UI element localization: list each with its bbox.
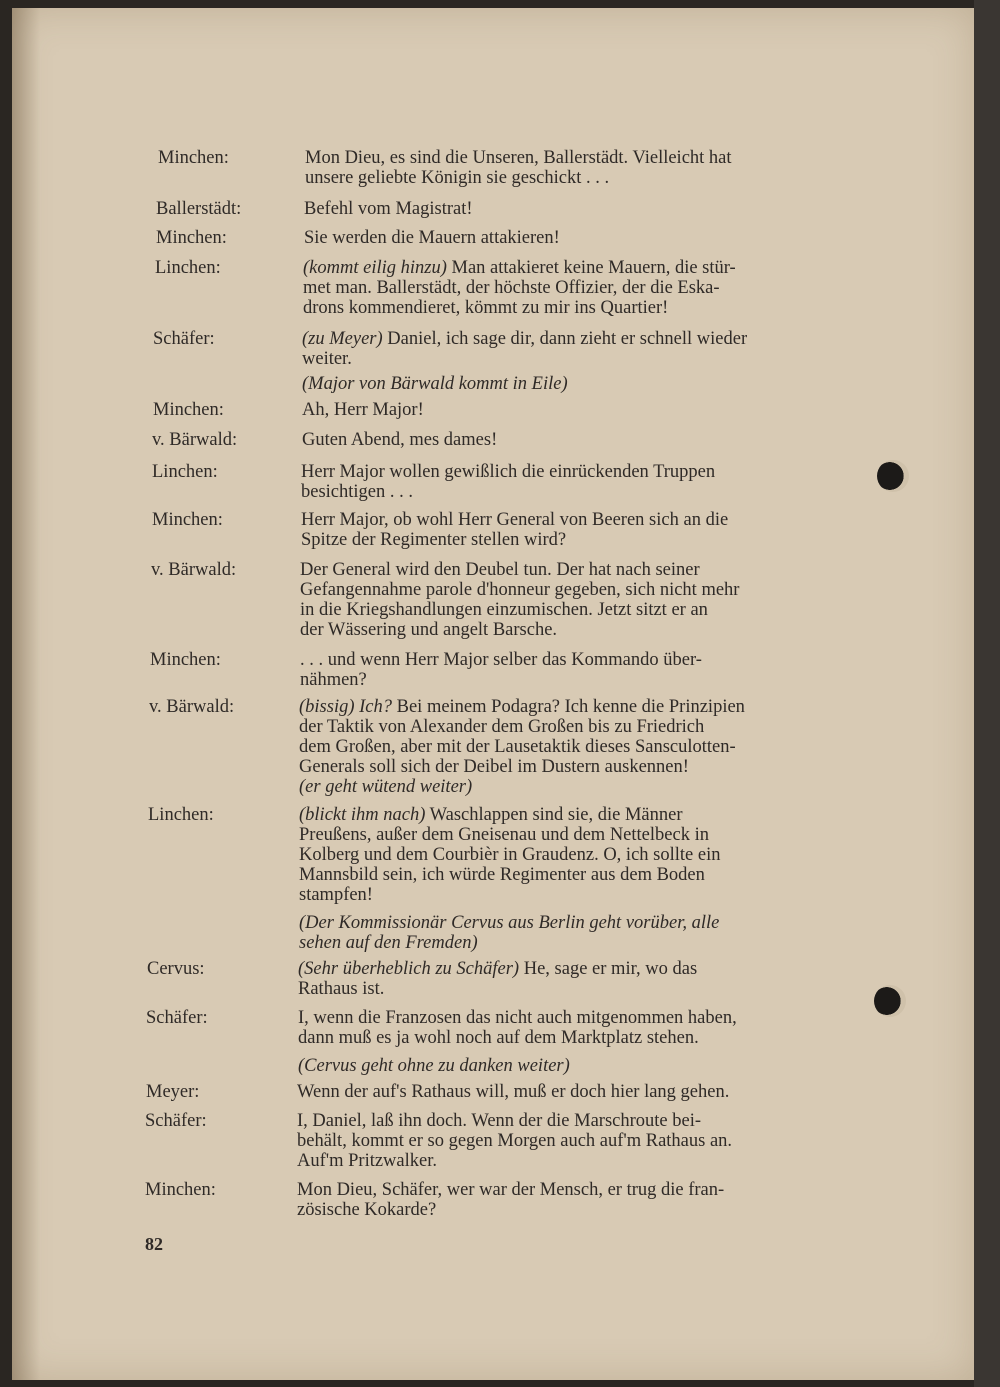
- speaker-name: Schäfer:: [153, 329, 215, 349]
- dialogue-line: weiter.: [302, 349, 352, 369]
- dialogue-line: Mon Dieu, Schäfer, wer war der Mensch, er trug die fran-: [297, 1180, 725, 1200]
- dialogue-line: Mannsbild sein, ich würde Regimenter aus dem Boden: [299, 865, 705, 885]
- speaker-name: Minchen:: [150, 650, 221, 670]
- speaker-name: Schäfer:: [146, 1008, 208, 1028]
- speaker-name: Minchen:: [156, 228, 227, 248]
- dialogue-line: in die Kriegshandlungen einzumischen. Jetzt sitzt er an: [300, 600, 708, 620]
- speaker-name: Minchen:: [158, 148, 229, 168]
- speaker-name: Linchen:: [148, 805, 214, 825]
- dialogue-line: der Taktik von Alexander dem Großen bis zu Friedrich: [299, 717, 705, 737]
- dialogue-text: Waschlappen sind sie, die Männer: [425, 805, 683, 825]
- stage-direction-line: sehen auf den Fremden): [299, 933, 478, 953]
- dialogue-line: Wenn der auf's Rathaus will, muß er doch hier lang gehen.: [297, 1082, 730, 1102]
- dialogue-line: dem Großen, aber mit der Lausetaktik dieses Sansculotten-: [299, 737, 736, 757]
- dialogue-line: . . . und wenn Herr Major selber das Kommando über-: [300, 650, 702, 670]
- stage-direction: (zu Meyer): [302, 329, 383, 349]
- dialogue-line: Gefangennahme parole d'honneur gegeben, sich nicht mehr: [300, 580, 740, 600]
- dialogue-text: He, sage er mir, wo das: [519, 959, 698, 979]
- dialogue-line: stampfen!: [299, 885, 373, 905]
- dialogue-line: besichtigen . . .: [301, 482, 414, 502]
- dialogue-line: Mon Dieu, es sind die Unseren, Ballerstädt. Vielleicht hat: [305, 148, 732, 168]
- dialogue-text: Bei meinem Podagra? Ich kenne die Prinzipien: [392, 697, 745, 717]
- speaker-name: Minchen:: [152, 510, 223, 530]
- dialogue-line: I, wenn die Franzosen das nicht auch mitgenommen haben,: [298, 1008, 737, 1028]
- stage-direction: (bissig) Ich?: [299, 697, 392, 717]
- speaker-name: v. Bärwald:: [149, 697, 235, 717]
- dialogue-line: behält, kommt er so gegen Morgen auch auf'm Rathaus an.: [297, 1131, 733, 1151]
- page-number: 82: [145, 1234, 163, 1254]
- speaker-name: Linchen:: [152, 462, 218, 482]
- stage-direction: (Sehr überheblich zu Schäfer): [298, 959, 520, 979]
- speaker-name: Minchen:: [145, 1180, 216, 1200]
- speaker-name: Cervus:: [147, 959, 205, 979]
- dialogue-line: Der General wird den Deubel tun. Der hat nach seiner: [300, 560, 700, 580]
- dialogue-line: Kolberg und dem Courbièr in Graudenz. O, ich sollte ein: [299, 845, 721, 865]
- dialogue-text: Daniel, ich sage dir, dann zieht er schnell wieder: [382, 329, 748, 349]
- dialogue-line: [302, 330, 870, 349]
- stage-direction-line: (Cervus geht ohne zu danken weiter): [298, 1056, 570, 1076]
- dialogue-line: met man. Ballerstädt, der höchste Offizier, der die Eska-: [303, 278, 720, 298]
- dialogue-line: Rathaus ist.: [298, 979, 385, 999]
- speaker-name: Meyer:: [146, 1082, 200, 1102]
- page-edge-background: [974, 0, 1000, 1387]
- spine-shadow: [12, 8, 40, 1380]
- dialogue-line: Ah, Herr Major!: [302, 400, 424, 420]
- dialogue-line: Auf'm Pritzwalker.: [297, 1151, 437, 1171]
- stage-direction: (blickt ihm nach): [299, 805, 426, 825]
- speaker-name: Ballerstädt:: [156, 199, 242, 219]
- dialogue-line: I, Daniel, laß ihn doch. Wenn der die Marschroute bei-: [297, 1111, 702, 1131]
- speaker-name: Linchen:: [155, 258, 221, 278]
- book-page: [12, 8, 974, 1380]
- dialogue-line: nähmen?: [300, 670, 367, 690]
- dialogue-line: Herr Major, ob wohl Herr General von Beeren sich an die: [301, 510, 729, 530]
- stage-direction-line: (er geht wütend weiter): [299, 777, 473, 797]
- speaker-name: v. Bärwald:: [152, 430, 238, 450]
- dialogue-line: Sie werden die Mauern attakieren!: [304, 228, 560, 248]
- dialogue-text: Man attakieret keine Mauern, die stür-: [446, 258, 736, 278]
- speaker-name: Schäfer:: [145, 1111, 207, 1131]
- dialogue-line: Herr Major wollen gewißlich die einrückenden Truppen: [301, 462, 716, 482]
- stage-direction-line: (Der Kommissionär Cervus aus Berlin geht vorüber, alle: [299, 913, 720, 933]
- dialogue-line: dann muß es ja wohl noch auf dem Marktplatz stehen.: [298, 1028, 699, 1048]
- dialogue-line: Spitze der Regimenter stellen wird?: [301, 530, 567, 550]
- dialogue-line: [303, 259, 871, 278]
- dialogue-line: drons kommendieret, kömmt zu mir ins Quartier!: [303, 298, 669, 318]
- dialogue-line: [299, 806, 867, 825]
- punch-hole-bottom: [874, 985, 906, 1017]
- speaker-name: Minchen:: [153, 400, 224, 420]
- dialogue-line: [299, 698, 867, 717]
- dialogue-line: Generals soll sich der Deibel im Dustern auskennen!: [299, 757, 689, 777]
- stage-direction: (kommt eilig hinzu): [303, 258, 447, 278]
- dialogue-line: Preußens, außer dem Gneisenau und dem Nettelbeck in: [299, 825, 709, 845]
- dialogue-line: unsere geliebte Königin sie geschickt . . .: [305, 168, 610, 188]
- stage-direction-line: (Major von Bärwald kommt in Eile): [302, 374, 568, 394]
- dialogue-line: [298, 960, 866, 979]
- speaker-name: v. Bärwald:: [151, 560, 237, 580]
- dialogue-line: zösische Kokarde?: [297, 1200, 437, 1220]
- dialogue-line: Befehl vom Magistrat!: [304, 199, 473, 219]
- dialogue-line: der Wässering und angelt Barsche.: [300, 620, 558, 640]
- punch-hole-top: [877, 460, 909, 492]
- dialogue-line: Guten Abend, mes dames!: [302, 430, 498, 450]
